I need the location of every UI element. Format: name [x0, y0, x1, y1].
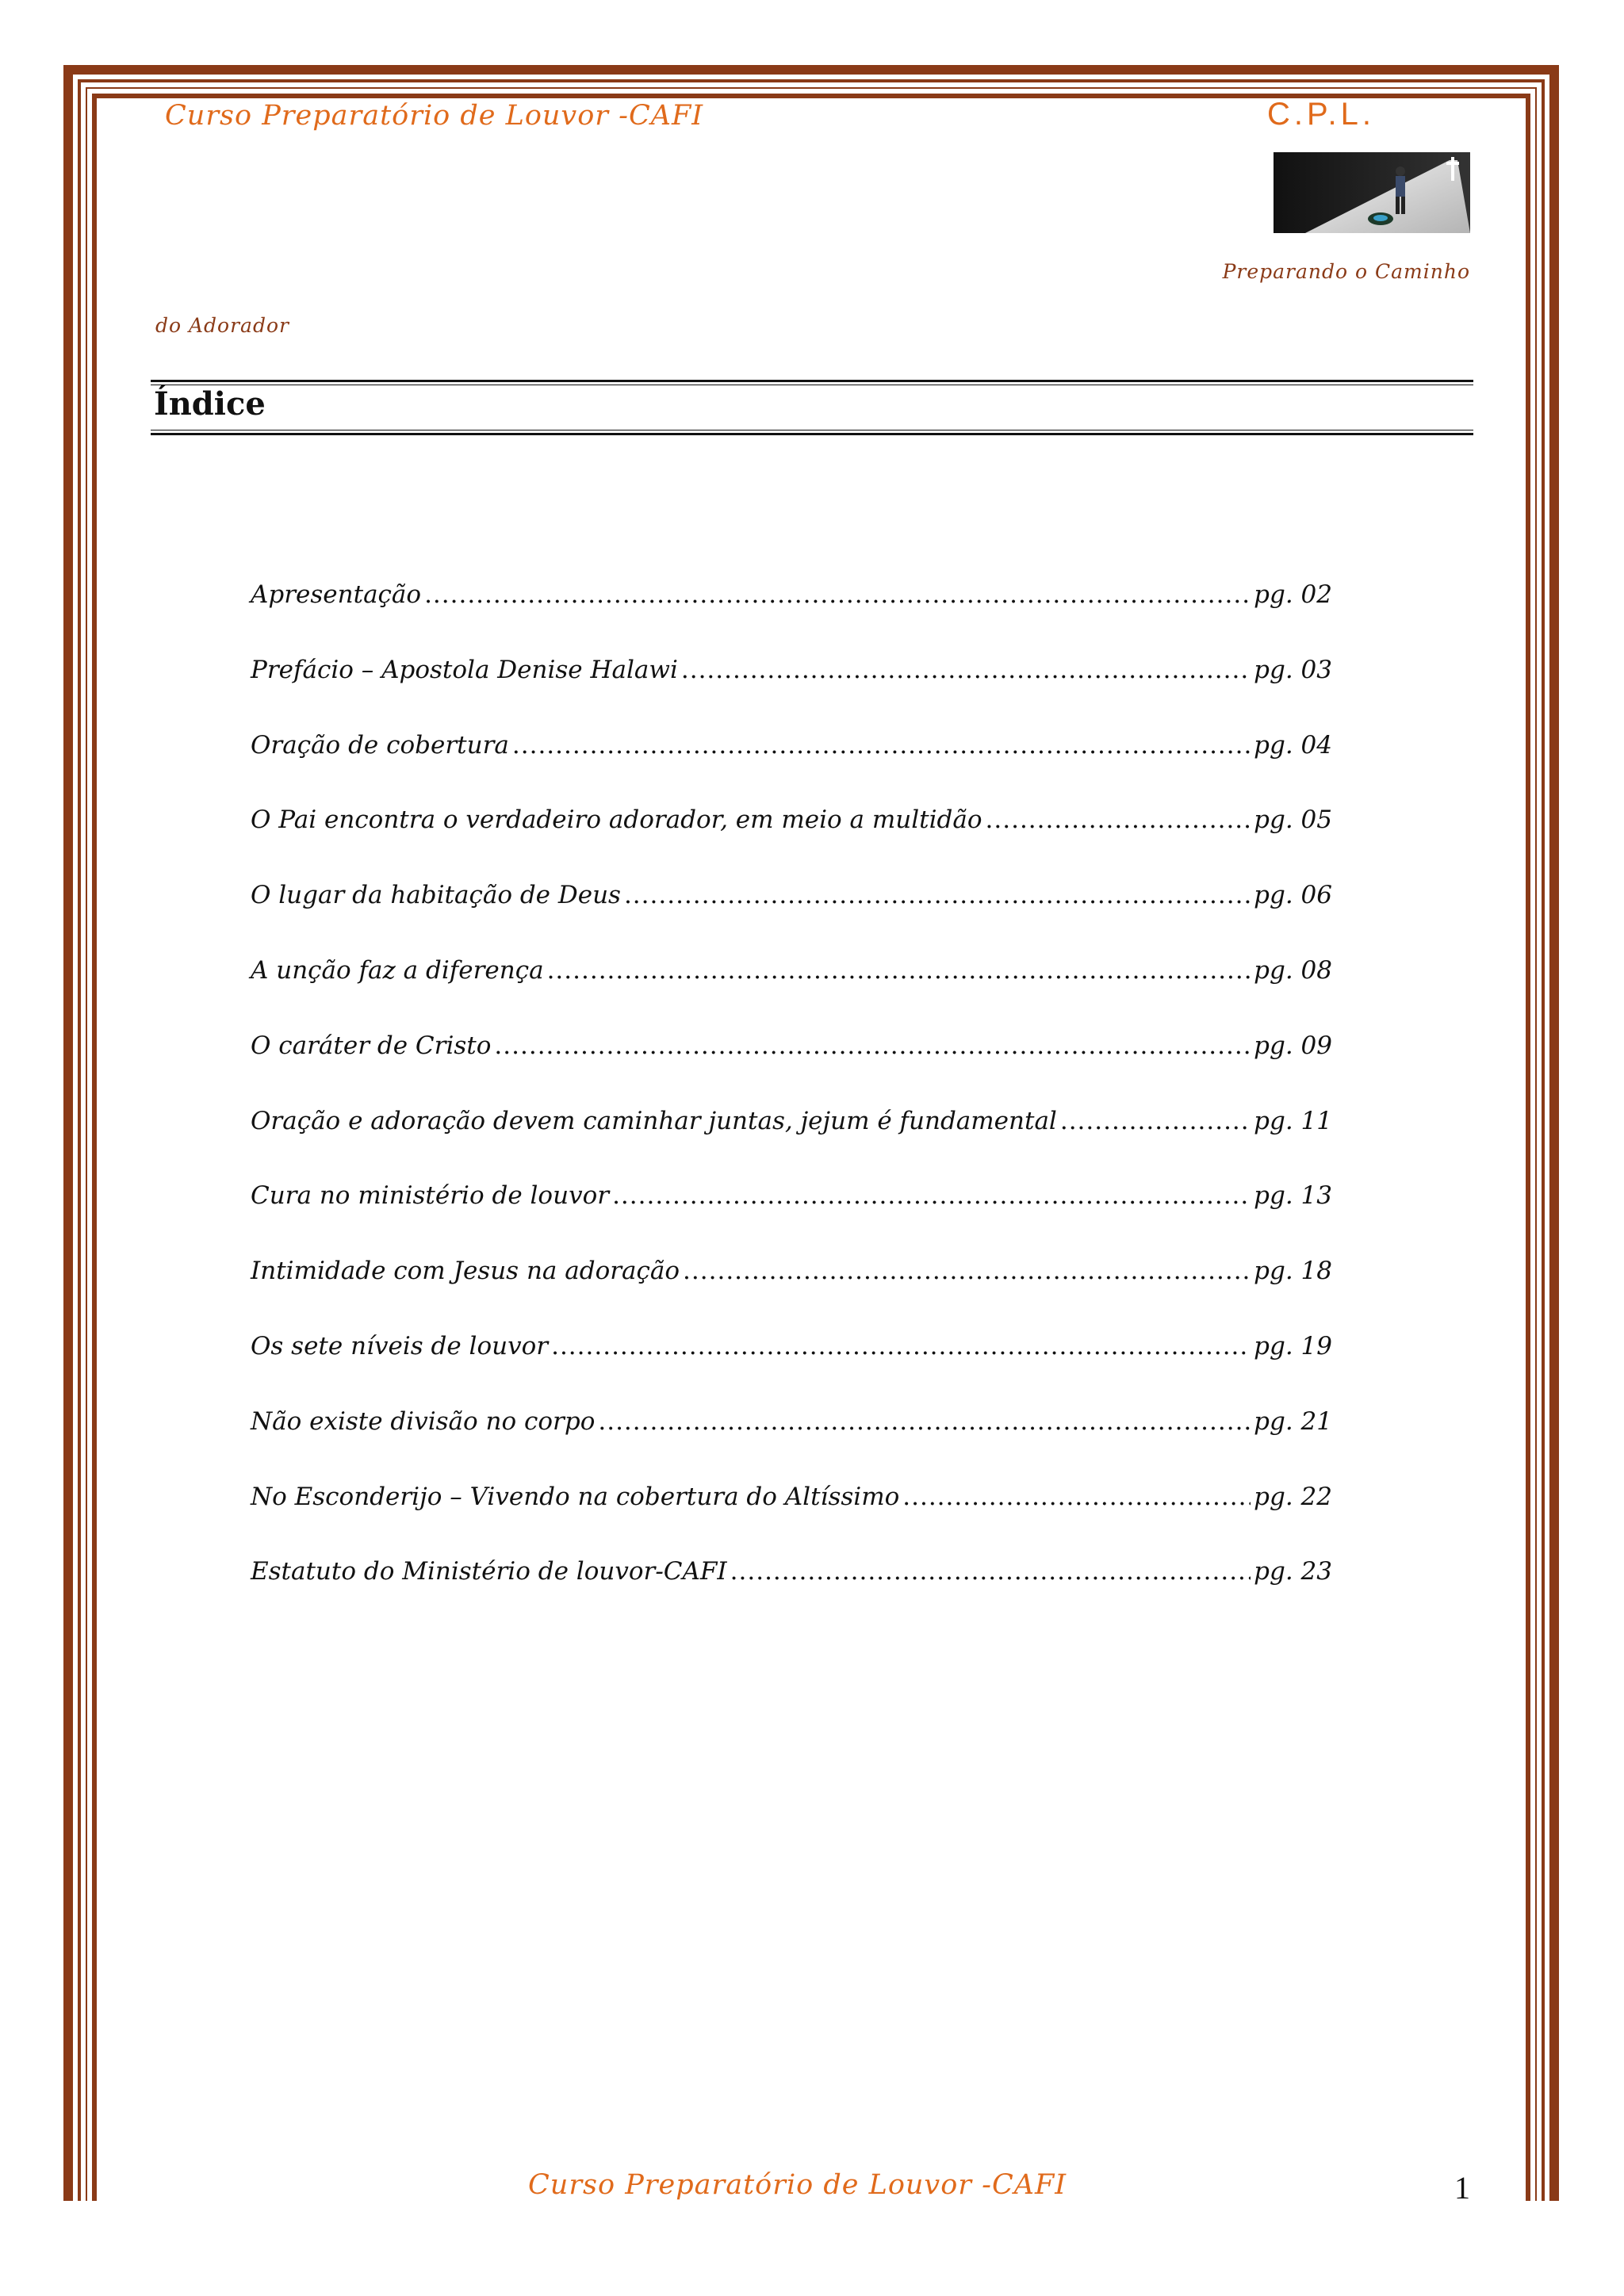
- toc-entry-page: pg. 02: [1254, 580, 1332, 609]
- toc-leader-dots: [902, 1483, 1251, 1511]
- toc-entry-page: pg. 23: [1254, 1557, 1332, 1586]
- toc-entry[interactable]: [251, 956, 1332, 1031]
- toc-leader-dots: [730, 1557, 1251, 1586]
- toc-entry-page: pg. 19: [1254, 1331, 1332, 1360]
- toc-entry[interactable]: [251, 1107, 1332, 1182]
- toc-entry-title: Prefácio – Apostola Denise Halawi: [251, 655, 678, 684]
- title-rule-top: [151, 380, 1473, 382]
- toc-entry[interactable]: [251, 806, 1332, 881]
- toc-leader-dots: [424, 580, 1251, 609]
- toc-entry[interactable]: [251, 1031, 1332, 1107]
- toc-entry-title: Estatuto do Ministério de louvor-CAFI: [251, 1557, 727, 1586]
- toc-entry[interactable]: [251, 1557, 1332, 1632]
- toc-entry-title: Apresentação: [251, 580, 422, 609]
- toc-entry-page: pg. 03: [1254, 655, 1332, 684]
- header-course-name: Curso Preparatório de Louvor -CAFI: [165, 100, 704, 132]
- toc-leader-dots: [624, 881, 1251, 909]
- toc-entry-page: pg. 05: [1254, 806, 1332, 835]
- toc-leader-dots: [1060, 1107, 1251, 1135]
- header-tagline-continued: do Adorador: [155, 314, 289, 337]
- toc-entry-title: A unção faz a diferença: [251, 955, 544, 985]
- toc-entry[interactable]: [251, 1407, 1332, 1483]
- toc-entry[interactable]: [251, 1257, 1332, 1332]
- toc-entry[interactable]: [251, 656, 1332, 731]
- toc-entry-page: pg. 09: [1254, 1031, 1332, 1060]
- header-abbr: C.P.L.: [1267, 97, 1375, 132]
- toc-entry-title: O lugar da habitação de Deus: [251, 881, 621, 910]
- toc-entry-page: pg. 04: [1254, 730, 1332, 760]
- toc-entry-title: Os sete níveis de louvor: [251, 1331, 549, 1360]
- toc-entry-page: pg. 11: [1254, 1106, 1332, 1135]
- footer-course-name: Curso Preparatório de Louvor -CAFI: [528, 2169, 1067, 2201]
- toc-entry[interactable]: [251, 731, 1332, 806]
- page-title: Índice: [154, 385, 266, 423]
- toc-entry[interactable]: [251, 1332, 1332, 1407]
- toc-entry[interactable]: [251, 881, 1332, 956]
- toc-leader-dots: [683, 1257, 1251, 1285]
- worshipper-walking-toward-cross-image: [1274, 152, 1470, 233]
- toc-leader-dots: [551, 1332, 1251, 1360]
- table-of-contents: [251, 580, 1332, 1632]
- toc-leader-dots: [512, 731, 1251, 760]
- toc-entry-page: pg. 18: [1254, 1257, 1332, 1286]
- toc-leader-dots: [598, 1407, 1251, 1436]
- toc-entry-page: pg. 08: [1254, 955, 1332, 985]
- header-tagline: Preparando o Caminho: [1222, 260, 1470, 283]
- toc-entry-title: O Pai encontra o verdadeiro adorador, em meio a multidão: [251, 806, 982, 835]
- toc-entry-title: Oração e adoração devem caminhar juntas, jejum é fundamental: [251, 1106, 1057, 1135]
- toc-entry-title: Não existe divisão no corpo: [251, 1406, 596, 1436]
- toc-entry-page: pg. 22: [1254, 1482, 1332, 1511]
- toc-entry-page: pg. 21: [1254, 1406, 1332, 1436]
- toc-entry-page: pg. 06: [1254, 881, 1332, 910]
- page-number: 1: [1454, 2170, 1470, 2206]
- toc-entry-title: O caráter de Cristo: [251, 1031, 492, 1060]
- toc-entry-page: pg. 13: [1254, 1181, 1332, 1211]
- title-rule-bottom: [151, 433, 1473, 435]
- toc-leader-dots: [494, 1031, 1251, 1060]
- toc-leader-dots: [986, 806, 1251, 834]
- toc-entry[interactable]: [251, 580, 1332, 656]
- toc-entry-title: Cura no ministério de louvor: [251, 1181, 610, 1211]
- toc-leader-dots: [547, 956, 1251, 985]
- toc-leader-dots: [612, 1181, 1251, 1210]
- toc-entry-title: Intimidade com Jesus na adoração: [251, 1257, 680, 1286]
- toc-entry[interactable]: [251, 1181, 1332, 1257]
- toc-entry-title: Oração de cobertura: [251, 730, 509, 760]
- toc-leader-dots: [681, 656, 1251, 684]
- toc-entry-title: No Esconderijo – Vivendo na cobertura do Altíssimo: [251, 1482, 900, 1511]
- toc-entry[interactable]: [251, 1483, 1332, 1558]
